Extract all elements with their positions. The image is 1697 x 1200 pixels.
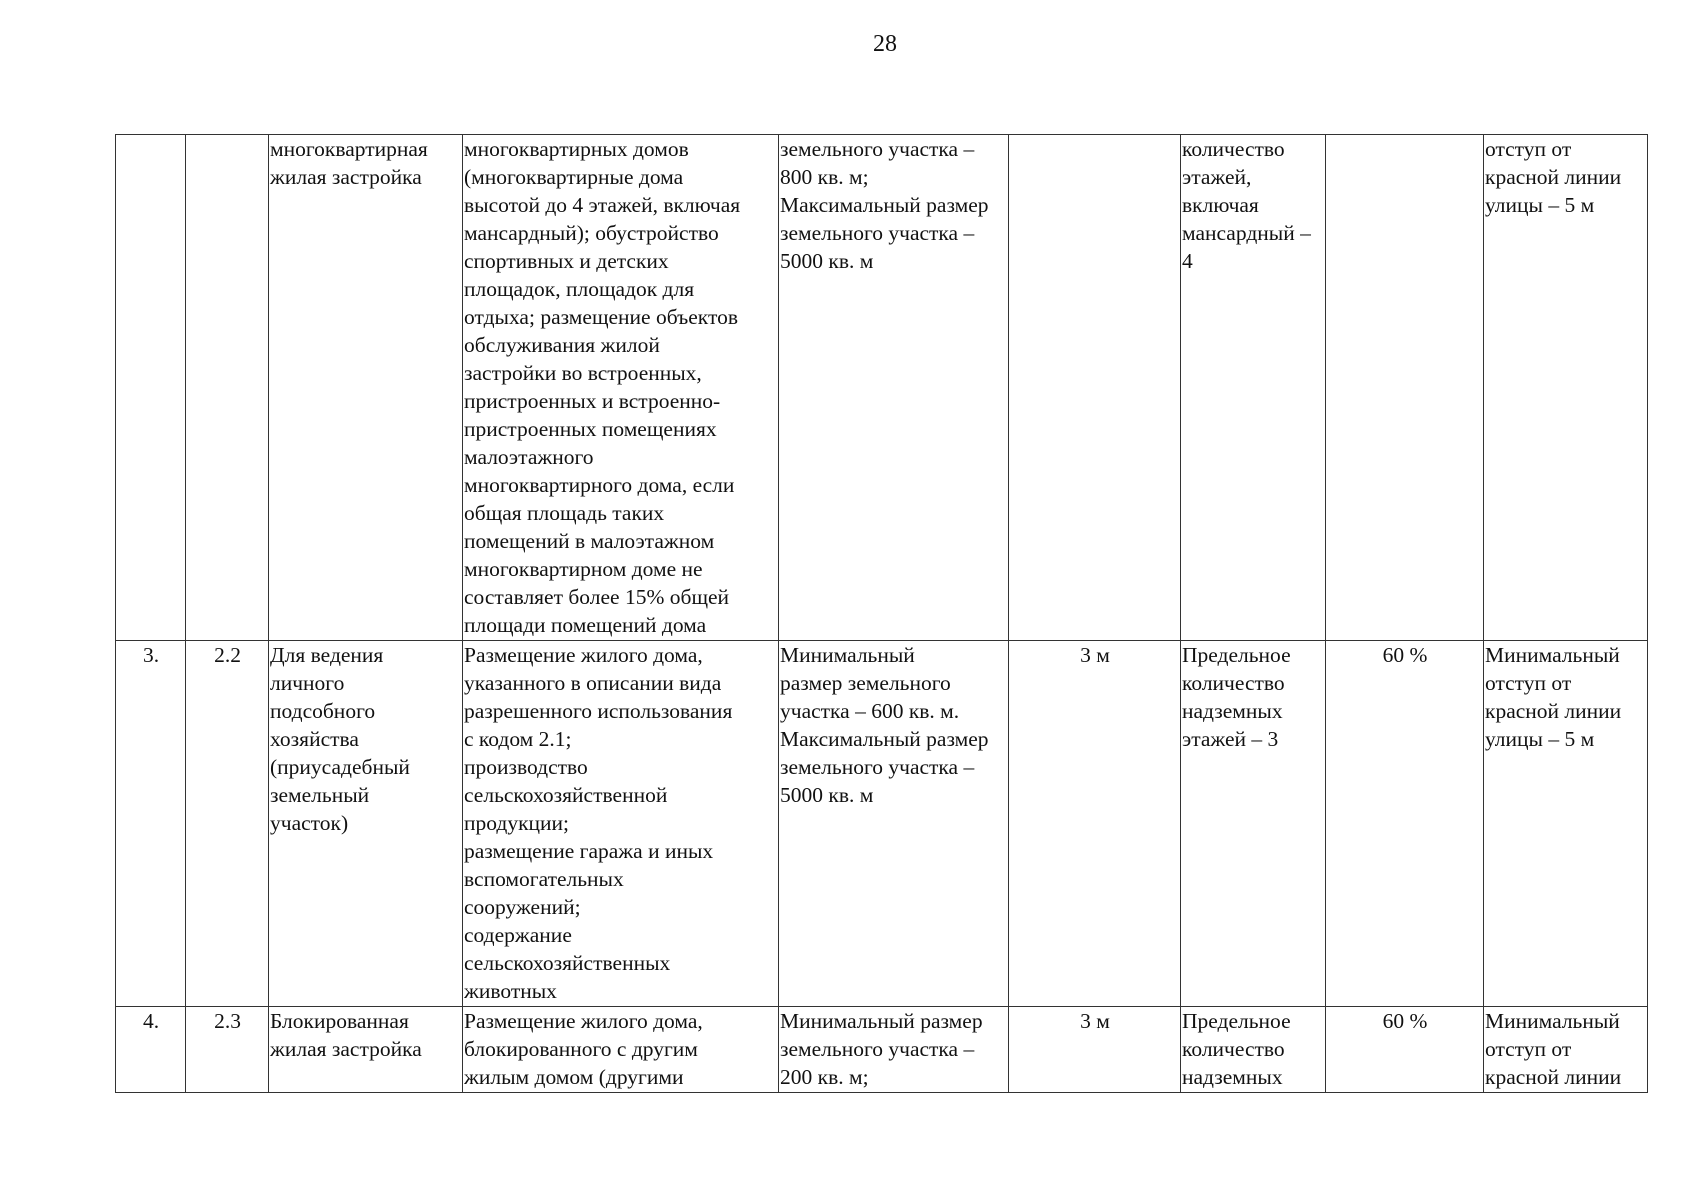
use-name-cell xyxy=(269,135,463,641)
floors-cell xyxy=(1181,1007,1326,1093)
floors-cell xyxy=(1181,641,1326,1007)
use-description-text: Размещение жилого дома, указанного в описании вида разрешенного использования с кодом 2.1; производство сельскохозяйственной продукции; размещение гаража и иных вспомогательных сооружений; содержание сельскохозяйственных животных xyxy=(464,643,733,1003)
min-indent-cell: 3 м xyxy=(1009,641,1181,1007)
table-row xyxy=(116,1007,1648,1093)
coverage-cell xyxy=(1326,135,1484,641)
coverage-cell: 60 % xyxy=(1326,1007,1484,1093)
use-description-cell xyxy=(463,1007,779,1093)
use-name-text: Для ведения личного подсобного хозяйства (приусадебный земельный участок) xyxy=(270,643,410,835)
floors-text: Предельное количество надземных xyxy=(1182,1009,1291,1089)
floors-cell xyxy=(1181,135,1326,641)
use-name-cell xyxy=(269,1007,463,1093)
use-description-cell xyxy=(463,135,779,641)
plot-size-cell xyxy=(779,1007,1009,1093)
red-line-cell xyxy=(1484,641,1648,1007)
regulations-table xyxy=(115,134,1648,1093)
plot-size-text: Минимальный размер земельного участка – 600 кв. м. Максимальный размер земельного участка – 5000 кв. м xyxy=(780,643,989,807)
plot-size-text: земельного участка – 800 кв. м; Максимальный размер земельного участка – 5000 кв. м xyxy=(780,137,989,273)
red-line-text: отступ от красной линии улицы – 5 м xyxy=(1485,137,1622,217)
row-number-cell: 4. xyxy=(116,1007,186,1093)
row-number-cell xyxy=(116,135,186,641)
floors-text: Предельное количество надземных этажей – 3 xyxy=(1182,643,1291,751)
page-number: 28 xyxy=(873,31,897,57)
table-row xyxy=(116,135,1648,641)
use-name-text: многоквартирная жилая застройка xyxy=(270,137,428,189)
use-code-cell xyxy=(186,135,269,641)
use-name-cell xyxy=(269,641,463,1007)
min-indent-cell xyxy=(1009,135,1181,641)
use-name-text: Блокированная жилая застройка xyxy=(270,1009,422,1061)
use-code-cell: 2.3 xyxy=(186,1007,269,1093)
red-line-text: Минимальный отступ от красной линии улицы – 5 м xyxy=(1485,643,1622,751)
use-description-text: Размещение жилого дома, блокированного с другим жилым домом (другими xyxy=(464,1009,703,1089)
use-description-text: многоквартирных домов (многоквартирные дома высотой до 4 этажей, включая мансардный); обустройство спортивных и детских площадок, площадок для отдыха; размещение объектов обслуживания жилой застройки во встроенных, пристроенных и встроенно- пристроенных помещениях малоэтажного многоквартирного дома, если общая площадь таких помещений в малоэтажном многоквартирном доме не составляет более 15% общей площади помещений дома xyxy=(464,137,741,637)
red-line-cell xyxy=(1484,1007,1648,1093)
plot-size-text: Минимальный размер земельного участка – 200 кв. м; xyxy=(780,1009,983,1089)
row-number-cell: 3. xyxy=(116,641,186,1007)
plot-size-cell xyxy=(779,135,1009,641)
use-description-cell xyxy=(463,641,779,1007)
floors-text: количество этажей, включая мансардный – 4 xyxy=(1182,137,1311,273)
table-row xyxy=(116,641,1648,1007)
min-indent-cell: 3 м xyxy=(1009,1007,1181,1093)
use-code-cell: 2.2 xyxy=(186,641,269,1007)
red-line-text: Минимальный отступ от красной линии xyxy=(1485,1009,1622,1089)
plot-size-cell xyxy=(779,641,1009,1007)
coverage-cell: 60 % xyxy=(1326,641,1484,1007)
red-line-cell xyxy=(1484,135,1648,641)
